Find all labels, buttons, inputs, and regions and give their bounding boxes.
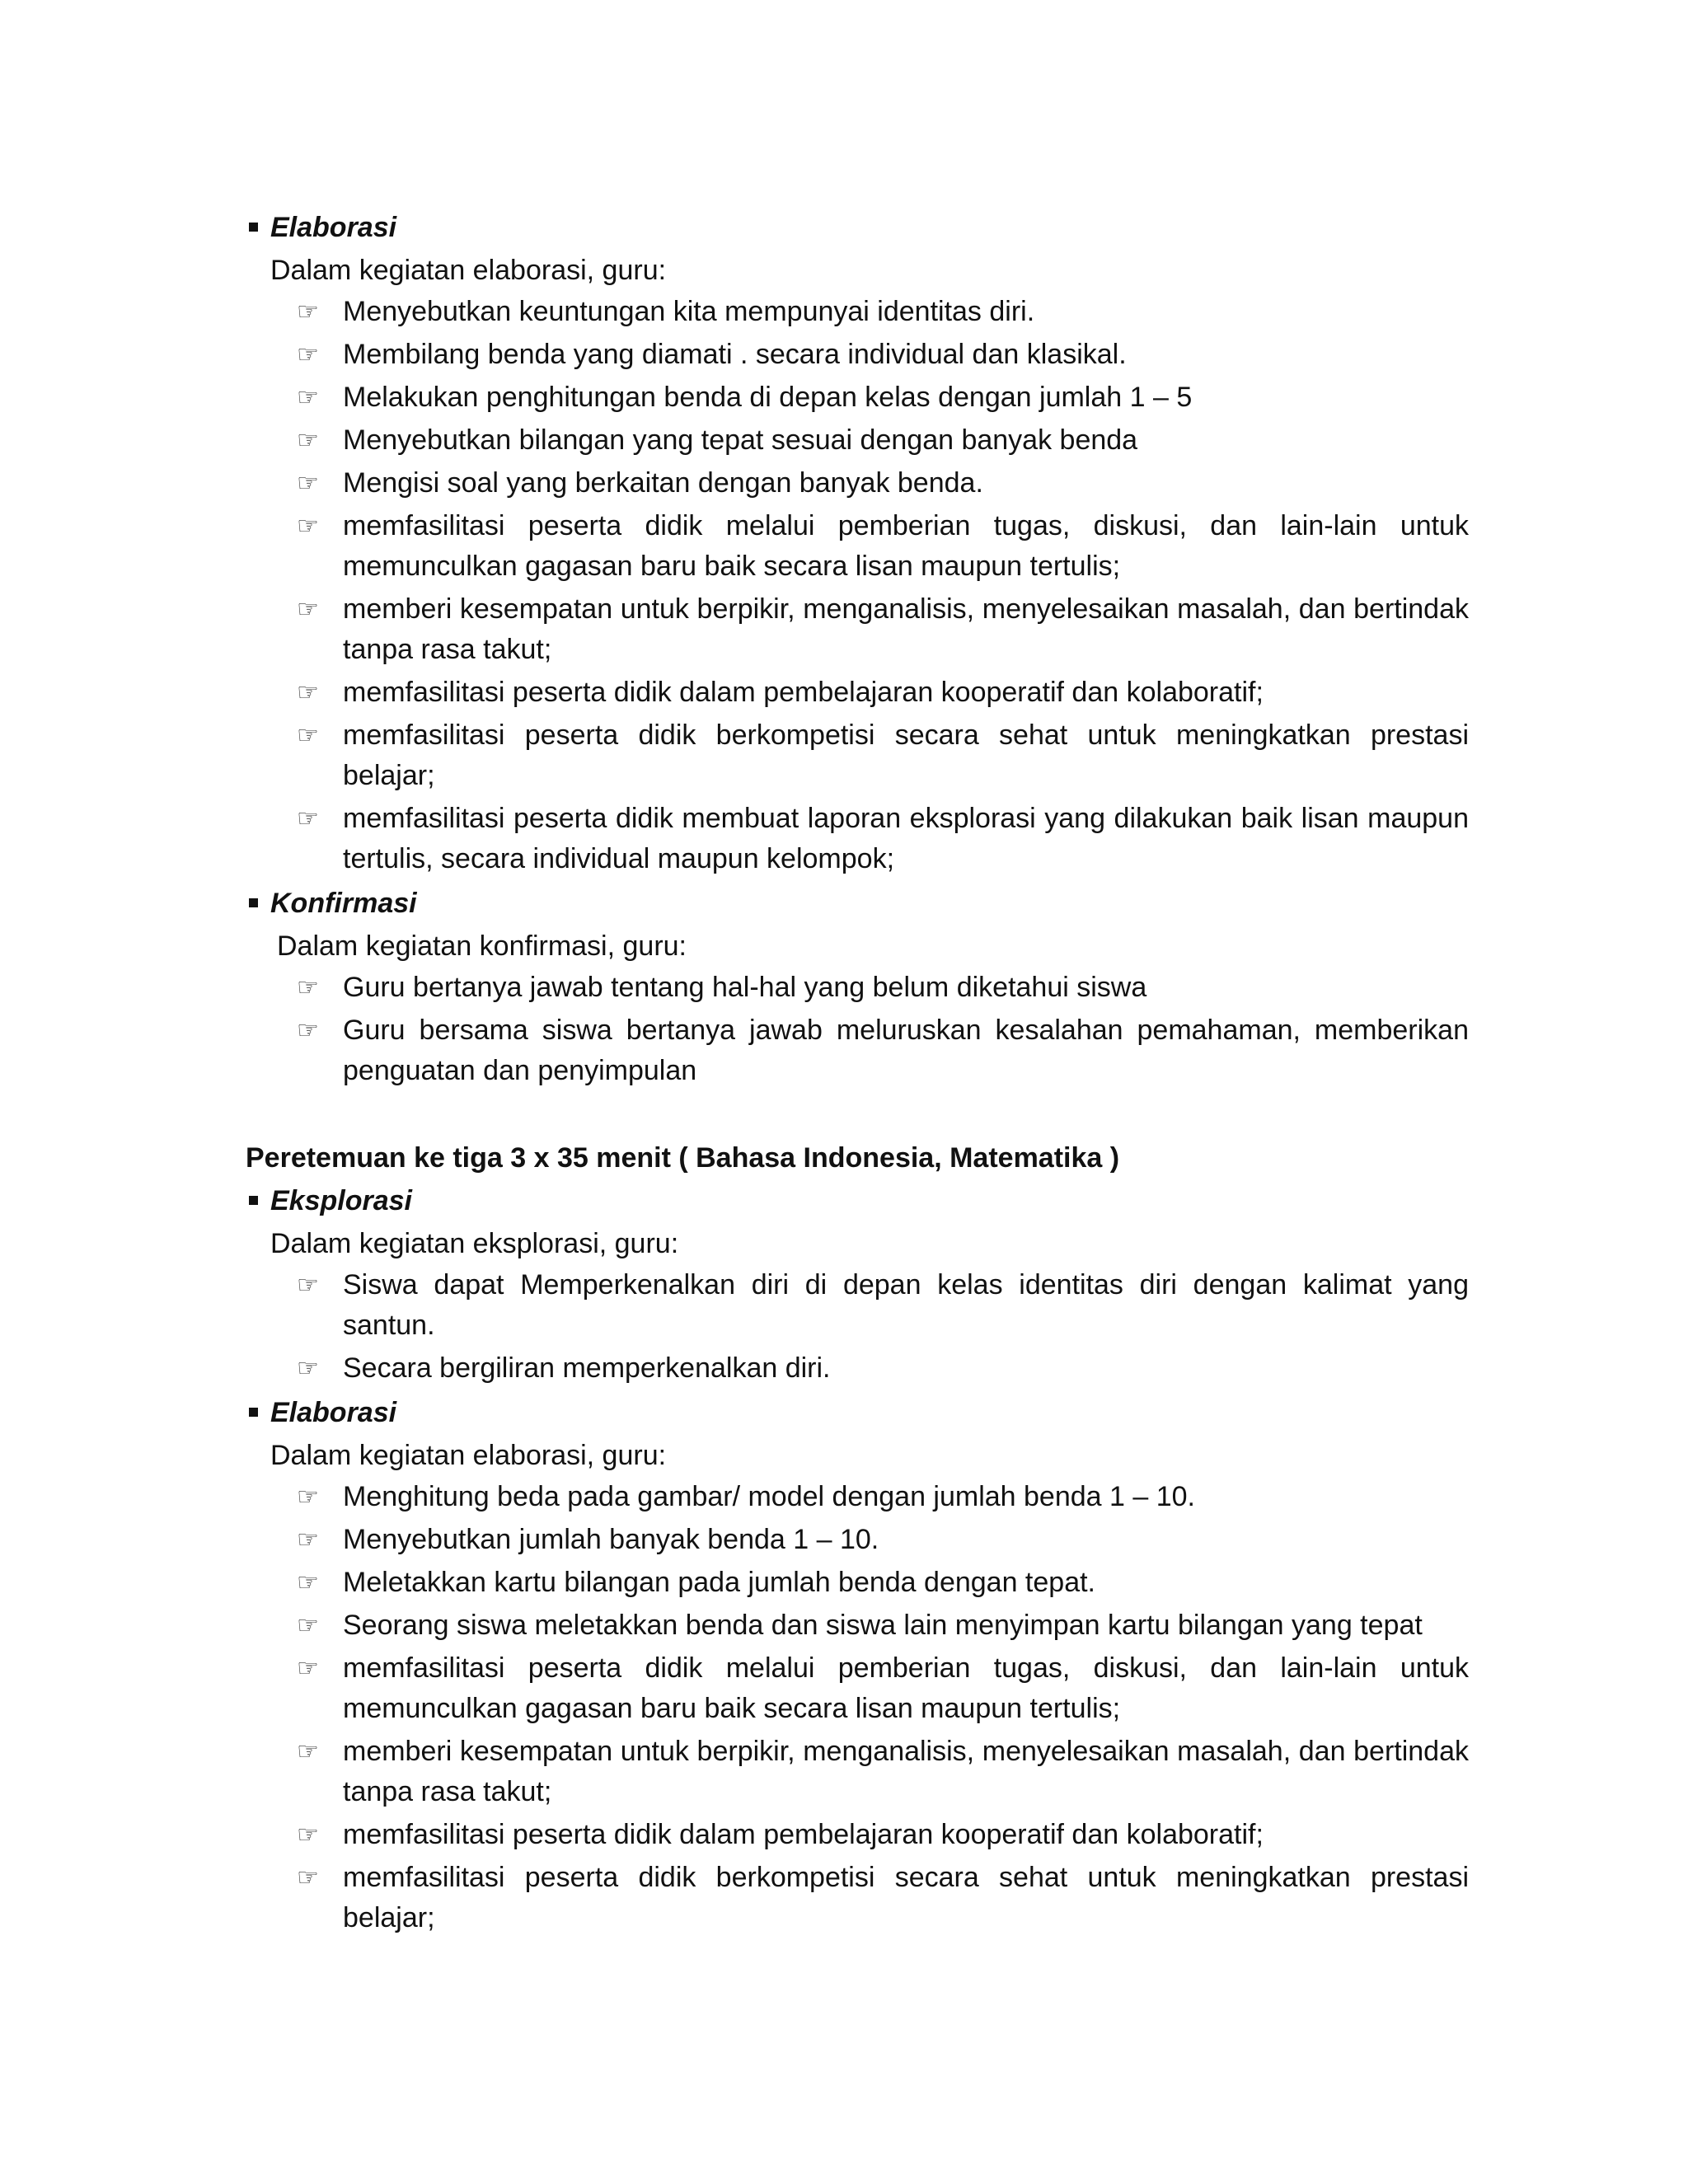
list-item: ☞ Menyebutkan keuntungan kita mempunyai identitas diri. bbox=[0, 292, 1469, 332]
pointing-hand-icon: ☞ bbox=[297, 1654, 319, 1683]
pointing-hand-icon: ☞ bbox=[297, 1483, 319, 1511]
square-bullet-icon bbox=[249, 223, 258, 232]
list-item: ☞ memfasilitasi peserta didik dalam pembelajaran kooperatif dan kolaboratif; bbox=[0, 1815, 1469, 1855]
section-heading-elaborasi-2 bbox=[0, 1391, 1688, 1434]
pointing-hand-icon: ☞ bbox=[297, 1737, 319, 1766]
pointing-hand-icon: ☞ bbox=[297, 1016, 319, 1045]
section-intro: Dalam kegiatan elaborasi, guru: bbox=[270, 1440, 667, 1471]
list-item: ☞ memfasilitasi peserta didik berkompetisi secara sehat untuk meningkatkan prestasi belajar; bbox=[0, 715, 1469, 796]
square-bullet-icon bbox=[249, 898, 258, 907]
document-page bbox=[0, 206, 1688, 1941]
pointing-hand-icon: ☞ bbox=[297, 340, 319, 369]
list-item: ☞ memfasilitasi peserta didik berkompetisi secara sehat untuk meningkatkan prestasi belajar; bbox=[0, 1858, 1469, 1938]
pointing-hand-icon: ☞ bbox=[297, 678, 319, 707]
pointing-hand-icon: ☞ bbox=[297, 1354, 319, 1383]
pointing-hand-icon: ☞ bbox=[297, 595, 319, 624]
list-item: ☞ Membilang benda yang diamati . secara individual dan klasikal. bbox=[0, 335, 1469, 375]
list-item: ☞ memberi kesempatan untuk berpikir, menganalisis, menyelesaikan masalah, dan bertindak tanpa rasa takut; bbox=[0, 1732, 1469, 1812]
pointing-hand-icon: ☞ bbox=[297, 1611, 319, 1640]
pointing-hand-icon: ☞ bbox=[297, 383, 319, 412]
list-item: ☞ Menghitung beda pada gambar/ model dengan jumlah benda 1 – 10. bbox=[0, 1477, 1469, 1517]
list-item: ☞ memberi kesempatan untuk berpikir, menganalisis, menyelesaikan masalah, dan bertindak tanpa rasa takut; bbox=[0, 589, 1469, 670]
section-title: Elaborasi bbox=[270, 212, 397, 243]
pointing-hand-icon: ☞ bbox=[297, 1271, 319, 1300]
list-item: ☞ Menyebutkan jumlah banyak benda 1 – 10. bbox=[0, 1520, 1469, 1560]
list-item: ☞ Guru bertanya jawab tentang hal-hal yang belum diketahui siswa bbox=[0, 968, 1469, 1008]
section-intro: Dalam kegiatan eksplorasi, guru: bbox=[270, 1228, 679, 1259]
section-heading-elaborasi bbox=[0, 206, 1688, 249]
pointing-hand-icon: ☞ bbox=[297, 1863, 319, 1892]
list-item: ☞ Melakukan penghitungan benda di depan kelas dengan jumlah 1 – 5 bbox=[0, 377, 1469, 418]
list-item: ☞ Menyebutkan bilangan yang tepat sesuai dengan banyak benda bbox=[0, 420, 1469, 461]
square-bullet-icon bbox=[249, 1408, 258, 1417]
pointing-hand-icon: ☞ bbox=[297, 1526, 319, 1554]
pointing-hand-icon: ☞ bbox=[297, 469, 319, 498]
list-item: ☞ Seorang siswa meletakkan benda dan siswa lain menyimpan kartu bilangan yang tepat bbox=[0, 1605, 1469, 1646]
pointing-hand-icon: ☞ bbox=[297, 1568, 319, 1597]
list-item: ☞ memfasilitasi peserta didik melalui pemberian tugas, diskusi, dan lain-lain untuk memunculkan gagasan baru baik secara lisan maupun tertulis; bbox=[0, 506, 1469, 587]
pointing-hand-icon: ☞ bbox=[297, 426, 319, 455]
list-item: ☞ Siswa dapat Memperkenalkan diri di depan kelas identitas diri dengan kalimat yang santun. bbox=[0, 1265, 1469, 1346]
list-item: ☞ memfasilitasi peserta didik melalui pemberian tugas, diskusi, dan lain-lain untuk memunculkan gagasan baru baik secara lisan maupun tertulis; bbox=[0, 1648, 1469, 1729]
pointing-hand-icon: ☞ bbox=[297, 973, 319, 1002]
pointing-hand-icon: ☞ bbox=[297, 1821, 319, 1849]
pointing-hand-icon: ☞ bbox=[297, 298, 319, 326]
square-bullet-icon bbox=[249, 1196, 258, 1205]
section-title: Elaborasi bbox=[270, 1397, 397, 1428]
list-item: ☞ Mengisi soal yang berkaitan dengan banyak benda. bbox=[0, 463, 1469, 504]
pointing-hand-icon: ☞ bbox=[297, 721, 319, 750]
section-intro: Dalam kegiatan konfirmasi, guru: bbox=[277, 930, 687, 962]
section-heading-eksplorasi bbox=[0, 1179, 1688, 1222]
list-item: ☞ Guru bersama siswa bertanya jawab meluruskan kesalahan pemahaman, memberikan penguatan dan penyimpulan bbox=[0, 1010, 1469, 1091]
section-title: Eksplorasi bbox=[270, 1185, 412, 1216]
meeting-heading: Peretemuan ke tiga 3 x 35 menit ( Bahasa Indonesia, Matematika ) bbox=[246, 1142, 1120, 1174]
list-item: ☞ memfasilitasi peserta didik dalam pembelajaran kooperatif dan kolaboratif; bbox=[0, 673, 1469, 713]
list-item: ☞ Secara bergiliran memperkenalkan diri. bbox=[0, 1348, 1469, 1389]
spacer bbox=[0, 1094, 1688, 1137]
section-heading-konfirmasi bbox=[0, 882, 1688, 925]
pointing-hand-icon: ☞ bbox=[297, 512, 319, 541]
list-item: ☞ memfasilitasi peserta didik membuat laporan eksplorasi yang dilakukan baik lisan maupun tertulis, secara individual maupun kelompok; bbox=[0, 799, 1469, 879]
list-item: ☞ Meletakkan kartu bilangan pada jumlah benda dengan tepat. bbox=[0, 1563, 1469, 1603]
pointing-hand-icon: ☞ bbox=[297, 804, 319, 833]
section-title: Konfirmasi bbox=[270, 888, 417, 919]
section-intro: Dalam kegiatan elaborasi, guru: bbox=[270, 255, 667, 286]
